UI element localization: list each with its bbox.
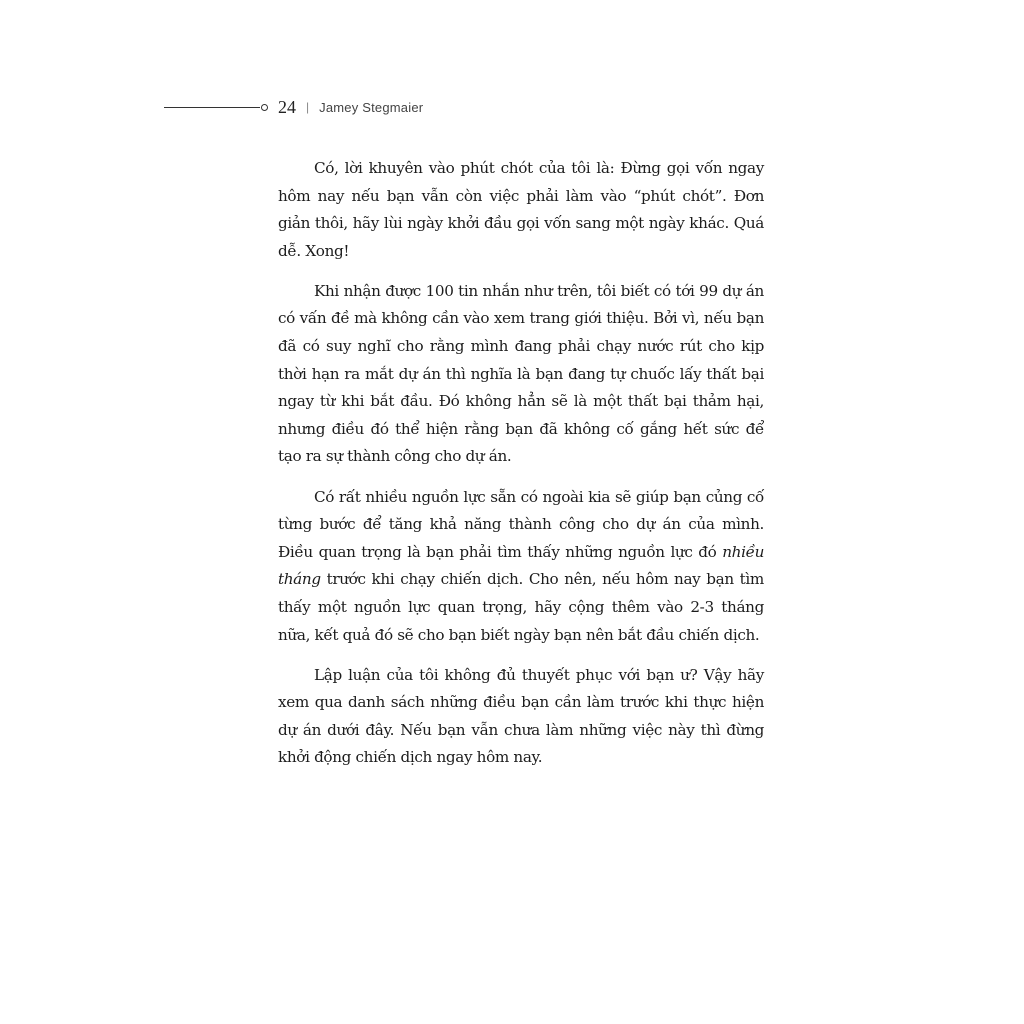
header-rule [164,107,260,108]
header-ornament-icon [261,104,268,111]
paragraph-3 [278,484,764,650]
paragraph-3-emphasis: nhiều tháng [278,542,764,589]
paragraph-1: Có, lời khuyên vào phút chót của tôi là: Đừng gọi vốn ngay hôm nay nếu bạn vẫn còn việc phải làm vào “phút chót”. Đơn giản thôi, hãy lùi ngày khởi đầu gọi vốn sang một ngày khác. Quá dễ. Xong! [278,159,764,260]
paragraph-4: Lập luận của tôi không đủ thuyết phục với bạn ư? Vậy hãy xem qua danh sách những điều bạn cần làm trước khi thực hiện dự án dưới đây. Nếu bạn vẫn chưa làm những việc này thì đừng khởi động chiến dịch ngay hôm nay. [278,665,764,767]
running-header [164,94,423,120]
page-number: 24 [278,96,296,117]
header-separator: | [306,100,310,114]
paragraph-3-text-before: Có rất nhiều nguồn lực sẵn có ngoài kia sẽ giúp bạn củng cố từng bước để tăng khả năng thành công cho dự án của mình. Điều quan trọng là bạn phải tìm thấy những nguồn lực đó [278,487,764,561]
body-text [278,155,764,784]
paragraph-3-text-after: trước khi chạy chiến dịch. Cho nên, nếu hôm nay bạn tìm thấy một nguồn lực quan trọng, hãy cộng thêm vào 2-3 tháng nữa, kết quả đó sẽ cho bạn biết ngày bạn nên bắt đầu chiến dịch. [278,570,764,644]
author-name: Jamey Stegmaier [319,99,424,115]
paragraph-2: Khi nhận được 100 tin nhắn như trên, tôi biết có tới 99 dự án có vấn đề mà không cần vào xem trang giới thiệu. Bởi vì, nếu bạn đã có suy nghĩ cho rằng mình đang phải chạy nước rút cho kịp thời hạn ra mắt dự án thì nghĩa là bạn đang tự chuốc lấy thất bại ngay từ khi bắt đầu. Đó không hẳn sẽ là một thất bại thảm hại, nhưng điều đó thể hiện rằng bạn đã không cố gắng hết sức để tạo ra sự thành công cho dự án. [278,281,764,466]
